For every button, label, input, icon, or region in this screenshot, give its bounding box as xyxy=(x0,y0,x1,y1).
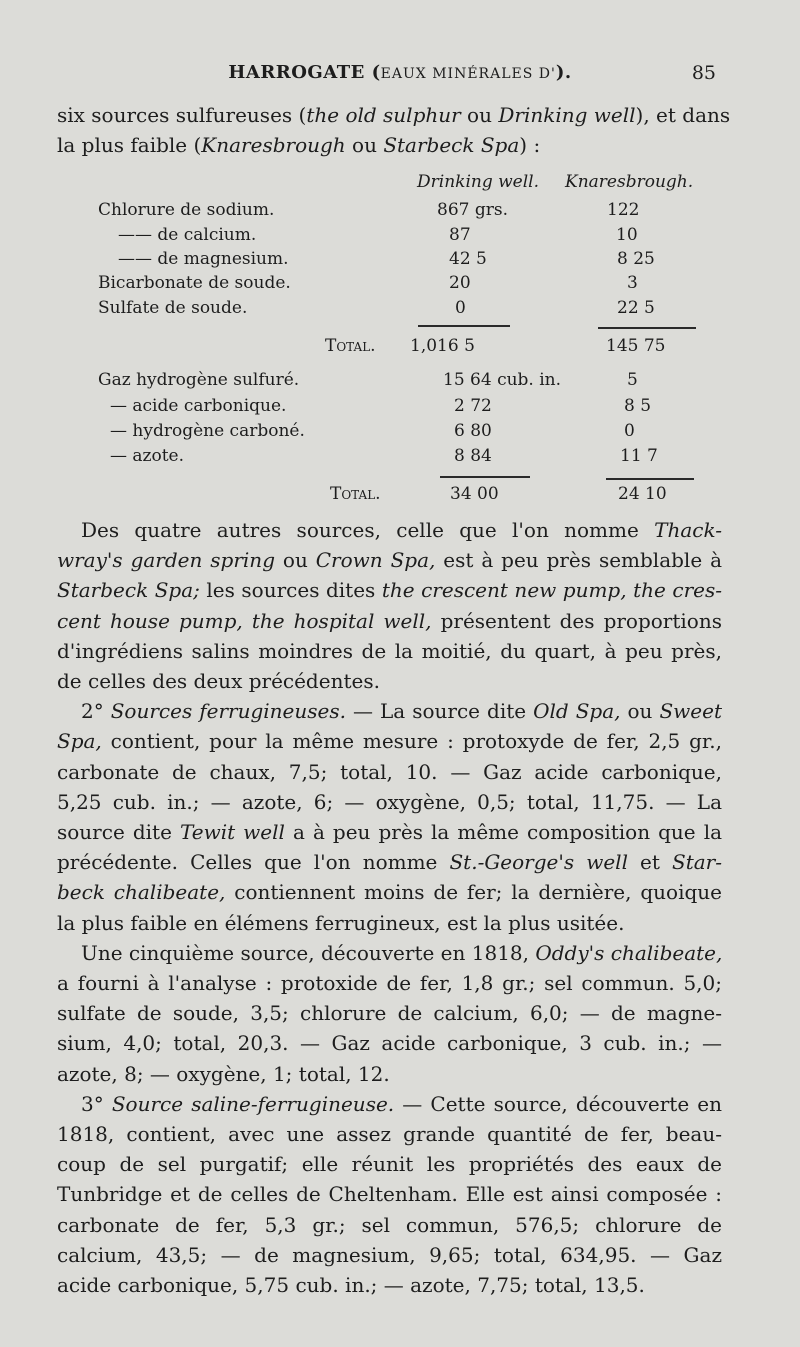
text-run: ou xyxy=(620,699,660,724)
text-run: ou xyxy=(275,548,316,573)
text-run: coup de sel purgatif; elle réunit les propriétés des eaux de xyxy=(57,1152,722,1177)
table-total-row xyxy=(0,484,800,508)
text-line xyxy=(57,938,722,968)
table-total-row xyxy=(0,336,800,360)
text-run: d'ingrédiens salins moindres de la moitié, du quart, à peu près, xyxy=(57,638,722,663)
row-label: — hydrogène carboné. xyxy=(110,421,305,441)
intro-line-2 xyxy=(57,130,722,160)
text-run: les sources dites xyxy=(199,578,382,603)
table-row xyxy=(0,249,800,273)
text-line xyxy=(57,877,722,907)
italic-run: Drinking well xyxy=(498,103,636,127)
cell-drinking-well: 42 5 xyxy=(449,249,487,269)
title-main: HARROGATE ( xyxy=(228,62,381,83)
text-line xyxy=(57,787,722,817)
text-line xyxy=(57,998,722,1028)
cell-drinking-well: 0 xyxy=(455,298,466,318)
total-knaresbrough: 24 10 xyxy=(618,484,667,504)
text-run: source dite xyxy=(57,820,180,845)
text-line xyxy=(57,666,722,696)
italic-run: Source saline-ferrugineuse. xyxy=(111,1091,395,1116)
text-run: — La source dite xyxy=(346,699,534,724)
row-label: Gaz hydrogène sulfuré. xyxy=(98,370,300,390)
italic-run: Tewit well xyxy=(179,820,285,845)
text-run: ) : xyxy=(519,133,541,157)
intro-paragraph xyxy=(57,100,731,160)
text-run: azote, 8; — oxygène, 1; total, 12. xyxy=(57,1061,390,1086)
text-run: précédente. Celles que l'on nomme xyxy=(57,850,450,875)
cell-knaresbrough: 8 5 xyxy=(624,396,652,416)
sum-rule xyxy=(598,327,696,329)
text-line xyxy=(57,968,722,998)
row-label: — acide carbonique. xyxy=(110,396,287,416)
cell-knaresbrough: 0 xyxy=(624,421,635,441)
text-run: 2° xyxy=(81,699,111,724)
text-line xyxy=(57,1240,722,1270)
text-line xyxy=(57,1270,722,1300)
running-title xyxy=(0,62,800,83)
text-run: contiennent moins de fer; la dernière, quoique xyxy=(225,880,722,905)
text-line xyxy=(57,515,722,545)
table-row xyxy=(0,273,800,297)
text-line xyxy=(57,1059,722,1089)
text-line xyxy=(57,636,722,666)
table-row xyxy=(0,396,800,420)
text-run: Une cinquième source, découverte en 1818, xyxy=(81,940,536,965)
cell-knaresbrough: 22 5 xyxy=(617,298,655,318)
italic-run: Star- xyxy=(672,850,722,875)
text-line xyxy=(57,696,722,726)
text-run: contient, pour la même mesure : protoxyde de fer, 2,5 gr., xyxy=(101,729,722,754)
text-run: de celles des deux précédentes. xyxy=(57,669,380,694)
title-end: ). xyxy=(555,62,572,83)
italic-run: Starbeck Spa xyxy=(383,133,520,157)
total-drinking-well: 34 00 xyxy=(450,484,499,504)
text-line xyxy=(57,1179,722,1209)
text-run: — Cette source, découverte en xyxy=(394,1091,722,1116)
text-run: a fourni à l'analyse : protoxide de fer, 1,8 gr.; sel commun. 5,0; xyxy=(57,971,722,996)
cell-drinking-well: 20 xyxy=(449,273,471,293)
text-run: 3° xyxy=(81,1091,112,1116)
text-run: six sources sulfureuses ( xyxy=(57,103,307,127)
text-run: Des quatre autres sources, celle que l'on nomme xyxy=(81,518,655,542)
italic-run: Crown Spa, xyxy=(315,548,436,573)
text-line xyxy=(57,757,722,787)
total-label: Total. xyxy=(330,484,381,504)
text-line xyxy=(57,1149,722,1179)
cell-knaresbrough: 3 xyxy=(627,273,638,293)
italic-run: Sweet xyxy=(659,699,722,724)
text-run: Tunbridge et de celles de Cheltenham. Elle est ainsi composée : xyxy=(57,1182,722,1207)
table-row xyxy=(0,225,800,249)
cell-knaresbrough: 11 7 xyxy=(620,446,658,466)
row-label: —— de magnesium. xyxy=(118,249,289,269)
text-line xyxy=(57,575,722,605)
text-run: 5,25 cub. in.; — azote, 6; — oxygène, 0,5; total, 11,75. — La xyxy=(57,789,722,814)
cell-knaresbrough: 10 xyxy=(616,225,638,245)
sum-rule xyxy=(418,325,510,327)
total-drinking-well: 1,016 5 xyxy=(410,336,475,356)
cell-drinking-well: 8 84 xyxy=(454,446,492,466)
table-header-row xyxy=(0,172,800,196)
title-small-caps: EAUX MINÉRALES D' xyxy=(380,66,556,82)
table-row xyxy=(0,200,800,224)
text-line xyxy=(57,545,722,575)
text-run: ), et dans xyxy=(635,103,731,127)
italic-run: the crescent new pump, the cres- xyxy=(381,578,722,603)
text-run: acide carbonique, 5,75 cub. in.; — azote, 7,75; total, 13,5. xyxy=(57,1273,645,1298)
text-line xyxy=(57,606,722,636)
italic-run: cent house pump, the hospital well, xyxy=(57,608,432,633)
text-run: carbonate de fer, 5,3 gr.; sel commun, 576,5; chlorure de xyxy=(57,1212,722,1237)
text-run: la plus faible en élémens ferrugineux, est la plus usitée. xyxy=(57,910,625,935)
total-knaresbrough: 145 75 xyxy=(606,336,666,356)
italic-run: Oddy's chalibeate, xyxy=(535,940,722,965)
text-line xyxy=(57,1119,722,1149)
italic-run: Old Spa, xyxy=(533,699,621,724)
text-line xyxy=(57,817,722,847)
column-header-knaresbrough: Knaresbrough. xyxy=(565,172,694,192)
sum-rule xyxy=(440,476,530,478)
cell-knaresbrough: 8 25 xyxy=(617,249,655,269)
row-label: Sulfate de soude. xyxy=(98,298,248,318)
text-line xyxy=(57,847,722,877)
text-run: est à peu près semblable à xyxy=(435,548,722,573)
text-line xyxy=(57,1210,722,1240)
text-run: carbonate de chaux, 7,5; total, 10. — Gaz acide carbonique, xyxy=(57,759,722,784)
cell-knaresbrough: 5 xyxy=(627,370,638,390)
italic-run: Spa, xyxy=(57,729,102,754)
intro-line-1 xyxy=(57,100,731,130)
sum-rule xyxy=(606,478,694,480)
text-run: calcium, 43,5; — de magnesium, 9,65; total, 634,95. — Gaz xyxy=(57,1242,722,1267)
italic-run: Thack- xyxy=(654,518,722,542)
text-line xyxy=(57,908,722,938)
row-label: Bicarbonate de soude. xyxy=(98,273,291,293)
body-text xyxy=(57,515,722,1300)
text-line xyxy=(57,726,722,756)
text-run: la plus faible ( xyxy=(57,133,202,157)
text-line xyxy=(57,1089,722,1119)
table-row xyxy=(0,370,800,394)
text-run: a à peu près la même composition que la xyxy=(284,820,722,845)
cell-drinking-well: 2 72 xyxy=(454,396,492,416)
text-run: présentent des proportions xyxy=(431,608,722,633)
italic-run: St.-George's well xyxy=(449,850,628,875)
row-label: Chlorure de sodium. xyxy=(98,200,275,220)
text-run: 1818, contient, avec une assez grande quantité de fer, beau- xyxy=(57,1122,722,1147)
italic-run: beck chalibeate, xyxy=(57,880,226,905)
cell-drinking-well: 6 80 xyxy=(454,421,492,441)
text-run: sulfate de soude, 3,5; chlorure de calcium, 6,0; — de magne- xyxy=(57,1001,722,1026)
italic-run: the old sulphur xyxy=(306,103,461,127)
row-label: — azote. xyxy=(110,446,185,466)
cell-drinking-well: 87 xyxy=(449,225,471,245)
italic-run: Starbeck Spa; xyxy=(57,578,200,603)
table-row xyxy=(0,298,800,322)
row-label: —— de calcium. xyxy=(118,225,257,245)
italic-run: wray's garden spring xyxy=(57,548,275,573)
cell-drinking-well: 15 64 cub. in. xyxy=(443,370,562,390)
page-number: 85 xyxy=(691,62,716,84)
text-run: ou xyxy=(460,103,499,127)
text-run: et xyxy=(627,850,673,875)
total-label: Total. xyxy=(325,336,376,356)
text-line xyxy=(57,1028,722,1058)
cell-drinking-well: 867 grs. xyxy=(437,200,508,220)
table-row xyxy=(0,421,800,445)
text-run: ou xyxy=(345,133,384,157)
italic-run: Knaresbrough xyxy=(201,133,346,157)
column-header-drinking-well: Drinking well. xyxy=(417,172,540,192)
text-run: sium, 4,0; total, 20,3. — Gaz acide carbonique, 3 cub. in.; — xyxy=(57,1031,722,1056)
cell-knaresbrough: 122 xyxy=(607,200,640,220)
table-row xyxy=(0,446,800,470)
italic-run: Sources ferrugineuses. xyxy=(110,699,346,724)
running-header xyxy=(0,62,800,90)
